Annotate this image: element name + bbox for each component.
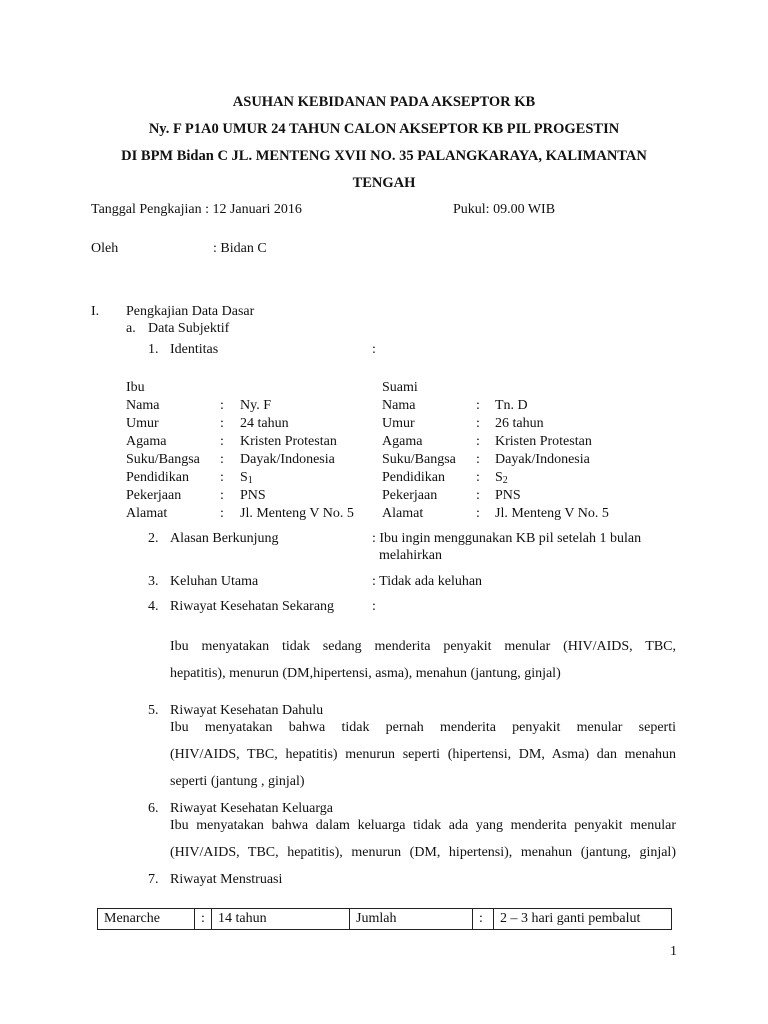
suami-agama-label: Agama: [382, 434, 423, 449]
alasan-num: 2.: [148, 531, 159, 546]
suami-pekerjaan-label: Pekerjaan: [382, 488, 438, 503]
colon: :: [220, 416, 224, 431]
identitas-label: Identitas: [170, 342, 219, 357]
ibu-suku-label: Suku/Bangsa: [126, 452, 200, 467]
alasan-value-line2: melahirkan: [379, 548, 442, 563]
page-number: 1: [670, 944, 677, 959]
rm-num: 7.: [148, 872, 159, 887]
suami-suku-label: Suku/Bangsa: [382, 452, 456, 467]
alasan-value-line1: : Ibu ingin menggunakan KB pil setelah 1 bulan: [372, 531, 642, 546]
suami-alamat-value: Jl. Menteng V No. 5: [495, 506, 609, 521]
ibu-alamat-value: Jl. Menteng V No. 5: [240, 506, 354, 521]
colon: :: [473, 909, 494, 930]
ibu-pekerjaan-label: Pekerjaan: [126, 488, 182, 503]
suami-nama-value: Tn. D: [495, 398, 528, 413]
rkk-text-line1: Ibu menyatakan bahwa dalam keluarga tidak ada yang menderita penyakit menular: [170, 818, 676, 833]
colon: :: [476, 488, 480, 503]
identitas-colon: :: [372, 342, 376, 357]
doc-title-line3: DI BPM Bidan C JL. MENTENG XVII NO. 35 PALANGKARAYA, KALIMANTAN: [121, 148, 647, 164]
menarche-value: 14 tahun: [212, 909, 350, 930]
table-row: [98, 909, 672, 930]
colon: :: [476, 416, 480, 431]
suami-umur-value: 26 tahun: [495, 416, 544, 431]
keluhan-num: 3.: [148, 574, 159, 589]
suami-nama-label: Nama: [382, 398, 416, 413]
rkd-text-line3: seperti (jantung , ginjal): [170, 774, 305, 789]
rkk-label: Riwayat Kesehatan Keluarga: [170, 801, 334, 816]
identitas-num: 1.: [148, 342, 159, 357]
rks-num: 4.: [148, 599, 159, 614]
suami-pekerjaan-value: PNS: [495, 488, 521, 503]
ibu-pendidikan-value: $S_1$: [240, 470, 253, 486]
rks-label: Riwayat Kesehatan Sekarang: [170, 599, 335, 614]
doc-title-line2: Ny. F P1A0 UMUR 24 TAHUN CALON AKSEPTOR KB PIL PROGESTIN: [148, 121, 620, 137]
colon: :: [476, 434, 480, 449]
subsection-title: Data Subjektif: [148, 321, 230, 336]
alasan-label: Alasan Berkunjung: [170, 531, 279, 546]
suami-agama-value: Kristen Protestan: [495, 434, 592, 449]
ibu-pekerjaan-value: PNS: [240, 488, 266, 503]
ibu-header: Ibu: [126, 380, 145, 395]
rkd-num: 5.: [148, 703, 159, 718]
colon: :: [476, 470, 480, 485]
suami-header: Suami: [382, 380, 418, 395]
suami-alamat-label: Alamat: [382, 506, 424, 521]
ibu-nama-value: Ny. F: [240, 398, 271, 413]
rm-label: Riwayat Menstruasi: [170, 872, 283, 887]
rkk-num: 6.: [148, 801, 159, 816]
pukul: Pukul: 09.00 WIB: [453, 202, 556, 217]
ibu-umur-label: Umur: [126, 416, 159, 431]
ibu-agama-label: Agama: [126, 434, 167, 449]
suami-pendidikan-value: $S_2$: [495, 470, 508, 486]
ibu-suku-value: Dayak/Indonesia: [240, 452, 335, 467]
menstruasi-table: [97, 908, 672, 930]
oleh-label: Oleh: [91, 241, 119, 256]
section-roman: I.: [91, 304, 100, 319]
colon: :: [476, 506, 480, 521]
colon: :: [476, 398, 480, 413]
section-title: Pengkajian Data Dasar: [126, 304, 255, 319]
tanggal-pengkajian: Tanggal Pengkajian : 12 Januari 2016: [91, 202, 302, 217]
rkd-text-line2: (HIV/AIDS, TBC, hepatitis) menurun seperti (hipertensi, DM, Asma) dan menahun: [170, 747, 676, 762]
ibu-alamat-label: Alamat: [126, 506, 168, 521]
colon: :: [476, 452, 480, 467]
rks-text-line2: hepatitis), menurun (DM,hipertensi, asma), menahun (jantung, ginjal): [170, 666, 561, 681]
subsection-letter: a.: [126, 321, 136, 336]
suami-pendidikan-label: Pendidikan: [382, 470, 445, 485]
colon: :: [220, 488, 224, 503]
ibu-agama-value: Kristen Protestan: [240, 434, 337, 449]
doc-title-line4: TENGAH: [352, 175, 416, 191]
suami-umur-label: Umur: [382, 416, 415, 431]
colon: :: [220, 470, 224, 485]
rkd-text-line1: Ibu menyatakan bahwa tidak pernah menderita penyakit menular seperti: [170, 720, 676, 735]
rks-colon: :: [372, 599, 376, 614]
jumlah-label: Jumlah: [350, 909, 473, 930]
ibu-nama-label: Nama: [126, 398, 160, 413]
rkk-text-line2: (HIV/AIDS, TBC, hepatitis), menurun (DM, hipertensi), menahun (jantung, ginjal): [170, 845, 676, 860]
keluhan-value: : Tidak ada keluhan: [372, 574, 483, 589]
rkd-label: Riwayat Kesehatan Dahulu: [170, 703, 324, 718]
suami-suku-value: Dayak/Indonesia: [495, 452, 590, 467]
menarche-label: Menarche: [98, 909, 195, 930]
colon: :: [220, 506, 224, 521]
keluhan-label: Keluhan Utama: [170, 574, 259, 589]
oleh-value: : Bidan C: [213, 241, 267, 256]
jumlah-value: 2 – 3 hari ganti pembalut: [494, 909, 672, 930]
colon: :: [220, 452, 224, 467]
colon: :: [220, 398, 224, 413]
colon: :: [195, 909, 212, 930]
ibu-pendidikan-label: Pendidikan: [126, 470, 189, 485]
rks-text-line1: Ibu menyatakan tidak sedang menderita penyakit menular (HIV/AIDS, TBC,: [170, 639, 676, 654]
colon: :: [220, 434, 224, 449]
doc-title-line1: ASUHAN KEBIDANAN PADA AKSEPTOR KB: [232, 94, 536, 110]
ibu-umur-value: 24 tahun: [240, 416, 289, 431]
